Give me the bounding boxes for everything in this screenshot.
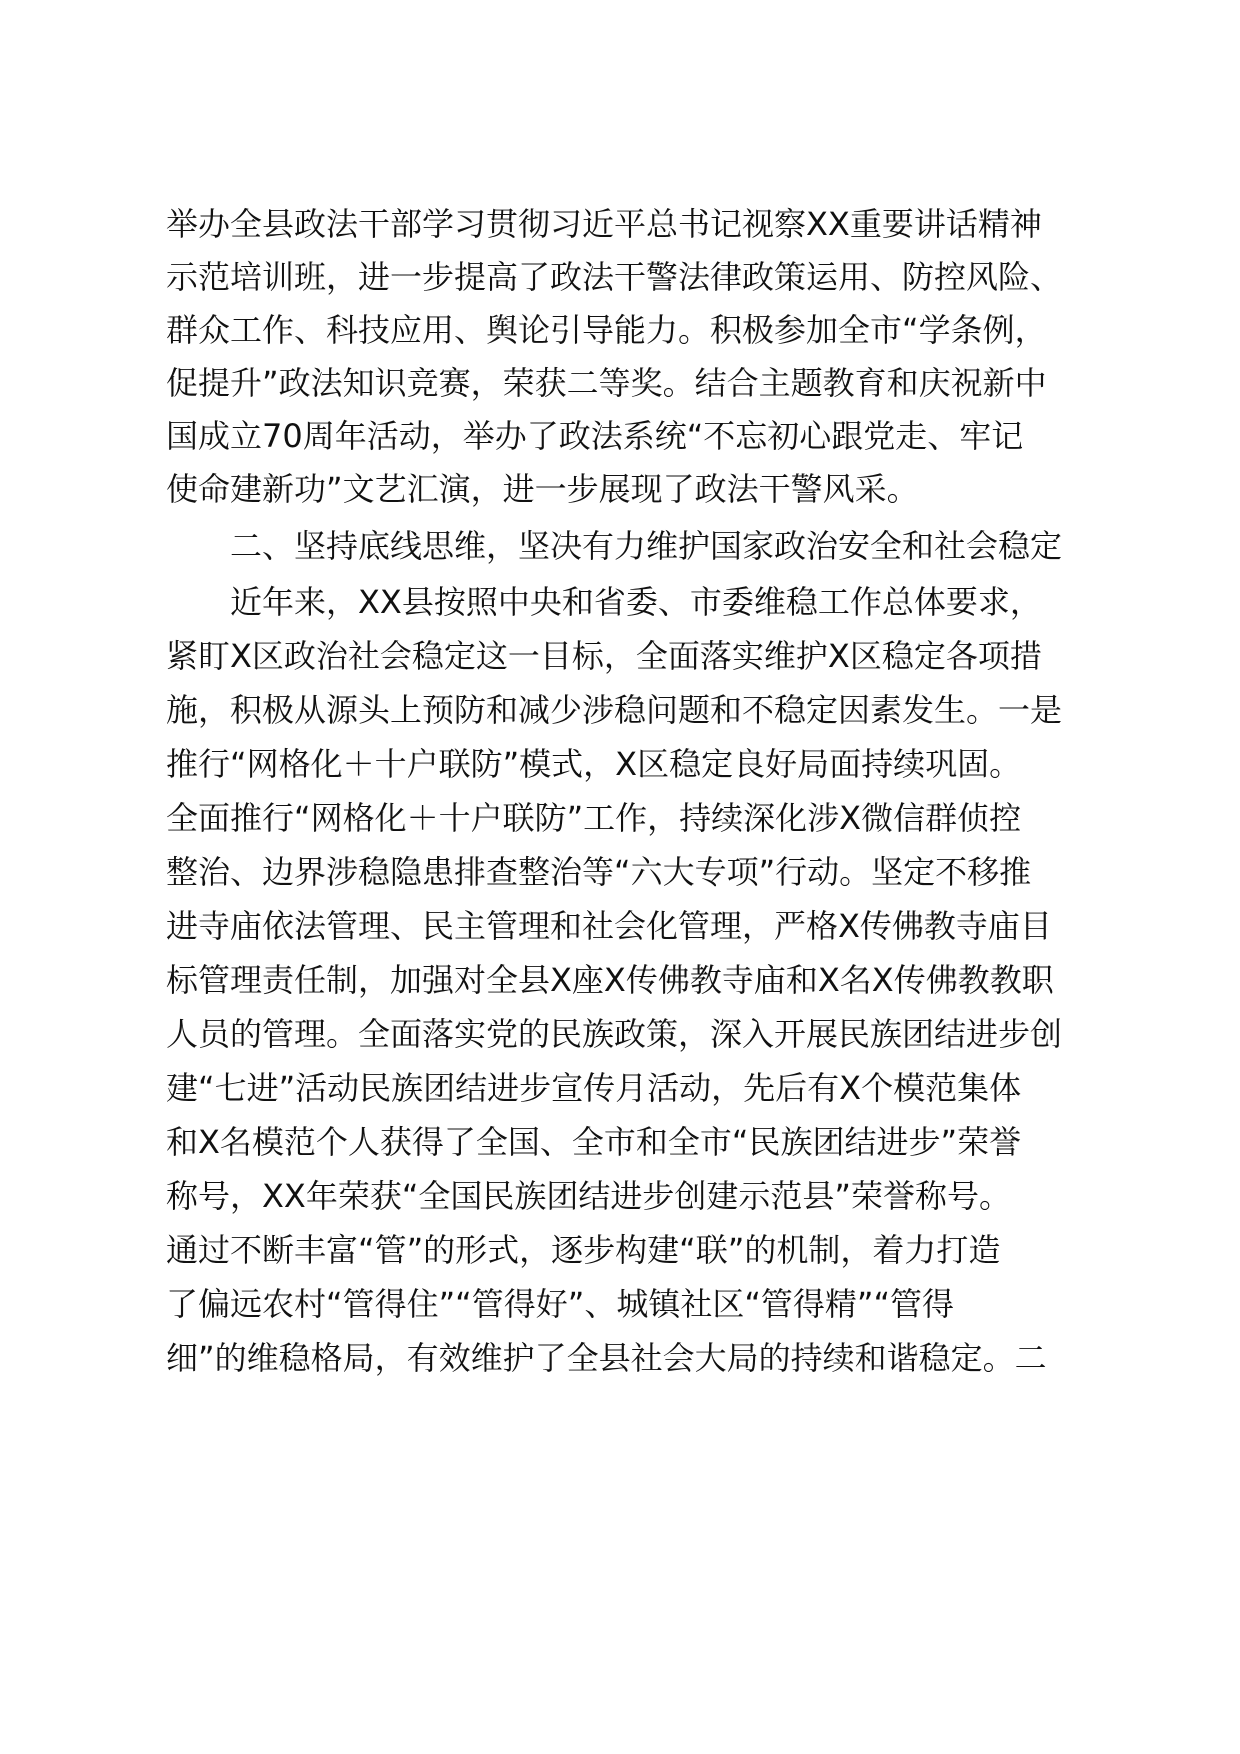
text-line-19: 称号，XX年荣获“全国民族团结进步创建示范县”荣誉称号。 <box>166 1177 1012 1215</box>
text-line-6: 使命建新功”文艺汇演，进一步展现了政法干警风采。 <box>166 470 919 508</box>
text-line-2: 示范培训班，进一步提高了政法干警法律政策运用、防控风险、 <box>166 258 1063 296</box>
text-line-22: 细”的维稳格局，有效维护了全县社会大局的持续和谐稳定。二 <box>166 1339 1047 1377</box>
text-line-13: 整治、边界涉稳隐患排查整治等“六大专项”行动。坚定不移推 <box>166 853 1032 891</box>
text-line-11: 推行“网格化＋十户联防”模式，X区稳定良好局面持续巩固。 <box>166 745 1022 783</box>
section-heading: 二、坚持底线思维，坚决有力维护国家政治安全和社会稳定 <box>230 527 1063 565</box>
text-line-15: 标管理责任制，加强对全县X座X传佛教寺庙和X名X传佛教教职 <box>166 961 1054 999</box>
text-line-12: 全面推行“网格化＋十户联防”工作，持续深化涉X微信群侦控 <box>166 799 1022 837</box>
text-line-4: 促提升”政法知识竞赛，荣获二等奖。结合主题教育和庆祝新中 <box>166 364 1047 402</box>
text-line-21: 了偏远农村“管得住”“管得好”、城镇社区“管得精”“管得 <box>166 1285 955 1323</box>
text-line-16: 人员的管理。全面落实党的民族政策，深入开展民族团结进步创 <box>166 1015 1063 1053</box>
text-line-14: 进寺庙依法管理、民主管理和社会化管理，严格X传佛教寺庙目 <box>166 907 1052 945</box>
text-line-20: 通过不断丰富“管”的形式，逐步构建“联”的机制，着力打造 <box>166 1231 1001 1269</box>
text-line-3: 群众工作、科技应用、舆论引导能力。积极参加全市“学条例， <box>166 311 1047 349</box>
text-line-5: 国成立70周年活动，举办了政法系统“不忘初心跟党走、牢记 <box>166 417 1024 455</box>
text-line-10: 施，积极从源头上预防和减少涉稳问题和不稳定因素发生。一是 <box>166 691 1063 729</box>
text-line-1: 举办全县政法干部学习贯彻习近平总书记视察XX重要讲话精神 <box>166 205 1042 243</box>
text-line-9: 紧盯X区政治社会稳定这一目标，全面落实维护X区稳定各项措 <box>166 637 1042 675</box>
paragraph-start-line: 近年来，XX县按照中央和省委、市委维稳工作总体要求， <box>230 583 1042 621</box>
text-line-17: 建“七进”活动民族团结进步宣传月活动，先后有X个模范集体 <box>166 1069 1022 1107</box>
text-line-18: 和X名模范个人获得了全国、全市和全市“民族团结进步”荣誉 <box>166 1123 1022 1161</box>
